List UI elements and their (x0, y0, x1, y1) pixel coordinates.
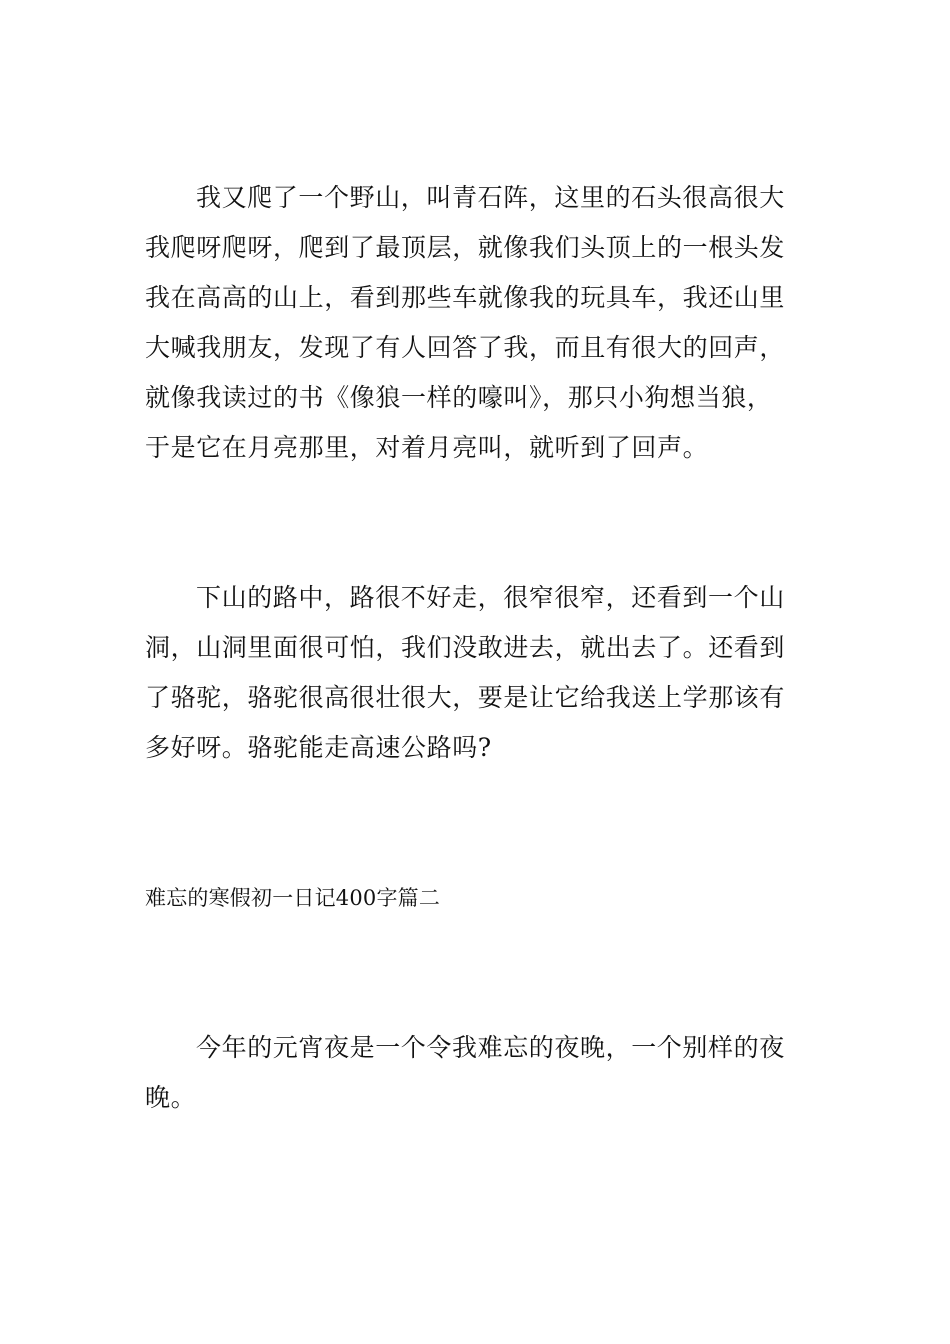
paragraph-line: 了骆驼，骆驼很高很壮很大，要是让它给我送上学那该有 (145, 683, 786, 712)
paragraph-line: 于是它在月亮那里，对着月亮叫，就听到了回声。 (145, 433, 709, 462)
paragraph-line: 多好呀。骆驼能走高速公路吗? (145, 733, 492, 762)
paragraph-line: 我又爬了一个野山，叫青石阵，这里的石头很高很大 (196, 183, 785, 212)
paragraph-line: 晚。 (145, 1083, 197, 1112)
paragraph-line: 大喊我朋友，发现了有人回答了我，而且有很大的回声， (145, 333, 786, 362)
section-heading: 难忘的寒假初一日记400字篇二 (145, 886, 441, 910)
paragraph-line: 今年的元宵夜是一个令我难忘的夜晚，一个别样的夜 (196, 1033, 785, 1062)
paragraph-line: 我在高高的山上，看到那些车就像我的玩具车，我还山里 (145, 283, 786, 312)
paragraph-line: 下山的路中，路很不好走，很窄很窄，还看到一个山 (196, 583, 785, 612)
paragraph-line: 我爬呀爬呀，爬到了最顶层，就像我们头顶上的一根头发 (145, 233, 786, 262)
paragraph-line: 就像我读过的书《像狼一样的嚎叫》，那只小狗想当狼， (145, 383, 773, 412)
paragraph-line: 洞，山洞里面很可怕，我们没敢进去，就出去了。还看到 (145, 633, 786, 662)
